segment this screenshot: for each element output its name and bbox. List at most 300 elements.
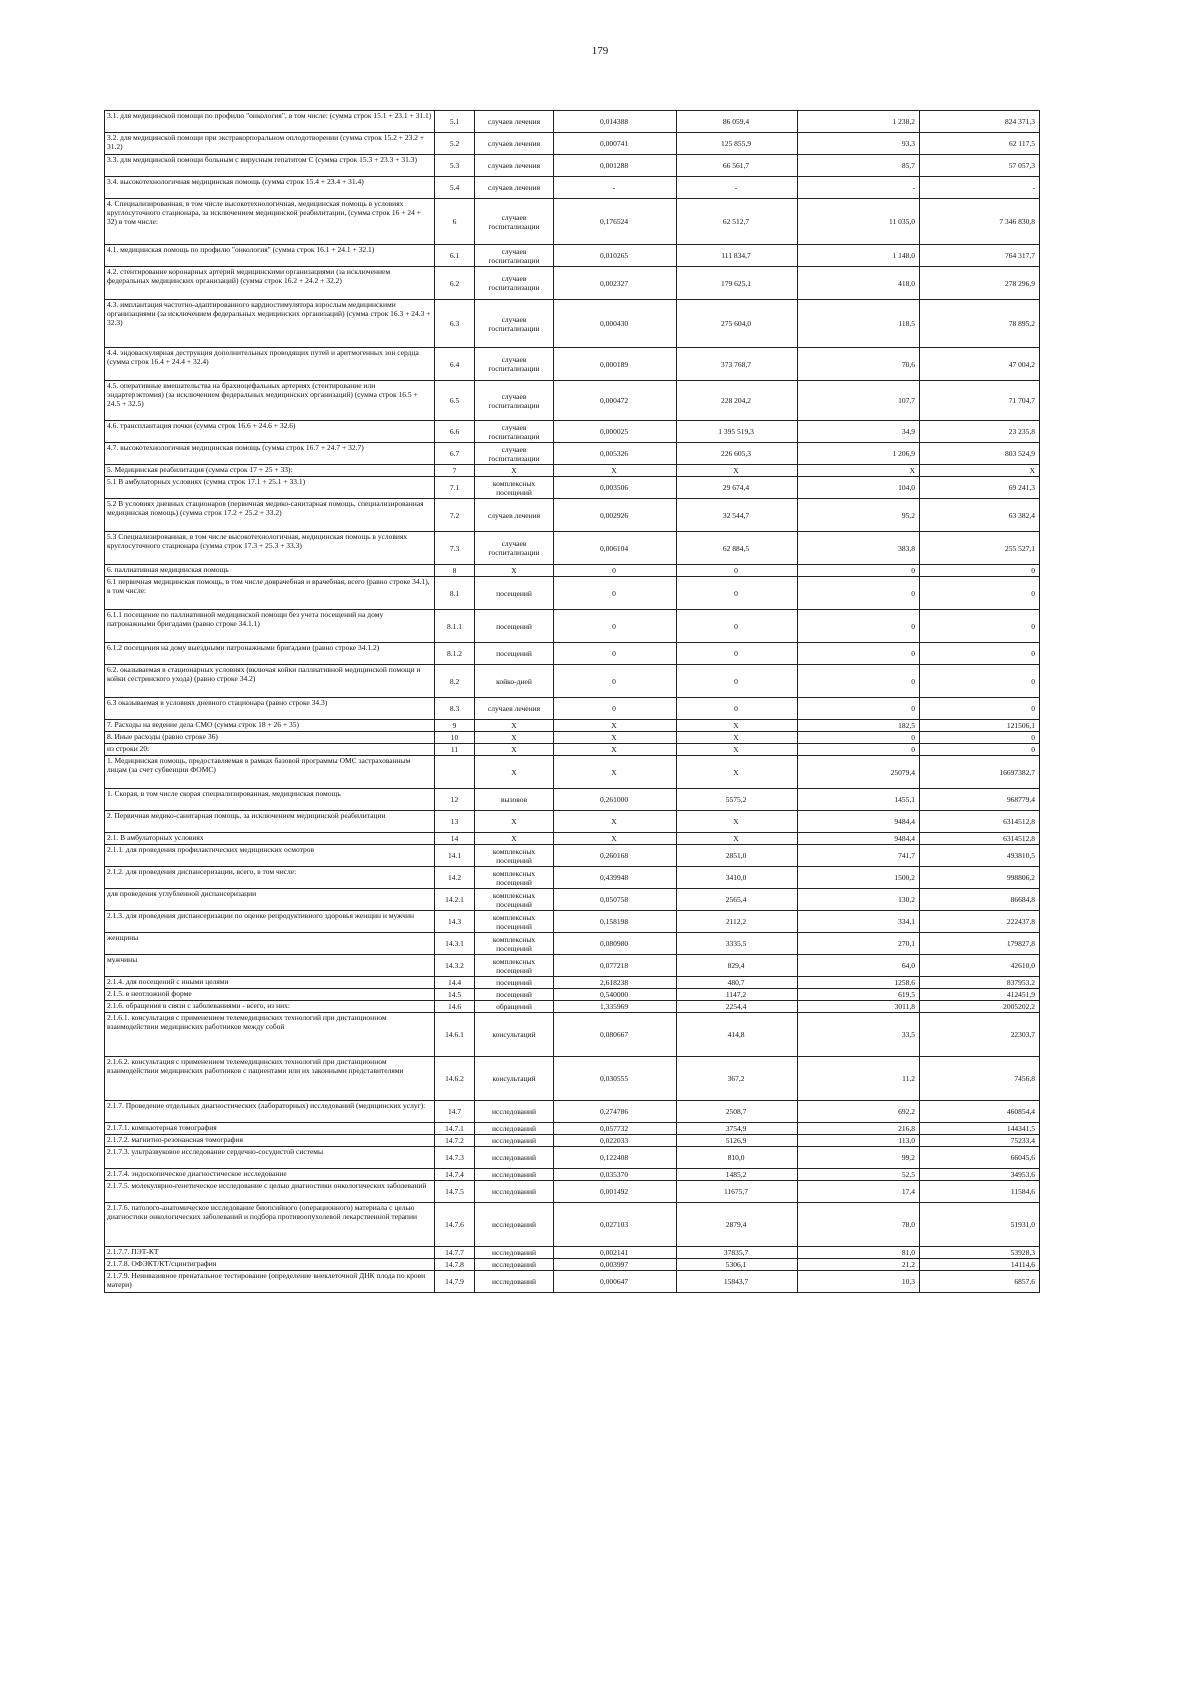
total-cell: 412451,9: [920, 989, 1040, 1001]
unit-cell: случаев госпитализации: [475, 199, 554, 245]
unit-cell: исследований: [475, 1271, 554, 1293]
unit-cell: случаев лечения: [475, 499, 554, 532]
unit-cell: случаев лечения: [475, 111, 554, 133]
row-label: 5. Медицинская реабилитация (сумма строк 17 + 25 + 33):: [105, 465, 435, 477]
table-row: [105, 199, 1040, 245]
cost-cell: 0: [677, 610, 798, 643]
row-label: 5.1 В амбулаторных условиях (сумма строк 17.1 + 25.1 + 33.1): [105, 477, 435, 499]
row-number: 14.7.6: [435, 1203, 475, 1247]
row-label: 3.1. для медицинской помощи по профилю "онкология", в том числе: (сумма строк 15.1 + 23.1 + 31.1): [105, 111, 435, 133]
total-cell: 968779,4: [920, 789, 1040, 811]
total-cell: 63 382,4: [920, 499, 1040, 532]
norm-cell: 0,122408: [554, 1147, 677, 1169]
total-cell: 23 235,8: [920, 421, 1040, 443]
cost-cell: 2851,0: [677, 845, 798, 867]
total-cell: 0: [920, 610, 1040, 643]
norm-cell: 0,003997: [554, 1259, 677, 1271]
per-capita-cell: 0: [798, 565, 920, 577]
total-cell: 51931,0: [920, 1203, 1040, 1247]
row-label: 1. Скорая, в том числе скорая специализированная, медицинская помощь: [105, 789, 435, 811]
norm-cell: 0,003506: [554, 477, 677, 499]
row-number: 14: [435, 833, 475, 845]
row-number: 10: [435, 732, 475, 744]
per-capita-cell: 95,2: [798, 499, 920, 532]
total-cell: 11584,6: [920, 1181, 1040, 1203]
table-row: [105, 421, 1040, 443]
norm-cell: 0: [554, 610, 677, 643]
unit-cell: случаев госпитализации: [475, 443, 554, 465]
table-row: [105, 955, 1040, 977]
table-row: [105, 744, 1040, 756]
row-label: из строки 20:: [105, 744, 435, 756]
cost-cell: 62 512,7: [677, 199, 798, 245]
unit-cell: исследований: [475, 1181, 554, 1203]
norm-cell: 0,261000: [554, 789, 677, 811]
cost-cell: 1 395 519,3: [677, 421, 798, 443]
row-number: 5.4: [435, 177, 475, 199]
row-number: 14.7.9: [435, 1271, 475, 1293]
cost-cell: 1485,2: [677, 1169, 798, 1181]
total-cell: 47 004,2: [920, 348, 1040, 381]
per-capita-cell: 52,5: [798, 1169, 920, 1181]
table-row: [105, 443, 1040, 465]
norm-cell: 0: [554, 665, 677, 698]
row-number: 14.4: [435, 977, 475, 989]
cost-cell: -: [677, 177, 798, 199]
norm-cell: 0,000025: [554, 421, 677, 443]
per-capita-cell: 0: [798, 643, 920, 665]
per-capita-cell: 1455,1: [798, 789, 920, 811]
unit-cell: комплексных посещений: [475, 477, 554, 499]
table-row: [105, 1013, 1040, 1057]
unit-cell: X: [475, 833, 554, 845]
cost-cell: 15843,7: [677, 1271, 798, 1293]
cost-cell: 2112,2: [677, 911, 798, 933]
norm-cell: X: [554, 811, 677, 833]
cost-cell: 179 625,1: [677, 267, 798, 300]
norm-cell: 0,014388: [554, 111, 677, 133]
per-capita-cell: 130,2: [798, 889, 920, 911]
unit-cell: посещений: [475, 610, 554, 643]
unit-cell: исследований: [475, 1147, 554, 1169]
norm-cell: 0,035370: [554, 1169, 677, 1181]
unit-cell: X: [475, 756, 554, 789]
norm-cell: 0,002926: [554, 499, 677, 532]
unit-cell: вызовов: [475, 789, 554, 811]
per-capita-cell: 25079,4: [798, 756, 920, 789]
cost-cell: 3335,5: [677, 933, 798, 955]
row-number: 14.3.1: [435, 933, 475, 955]
unit-cell: комплексных посещений: [475, 845, 554, 867]
unit-cell: исследований: [475, 1135, 554, 1147]
row-label: 3.4. высокотехнологичная медицинская помощь (сумма строк 15.4 + 23.4 + 31.4): [105, 177, 435, 199]
total-cell: 0: [920, 744, 1040, 756]
row-number: 6.2: [435, 267, 475, 300]
norm-cell: 0: [554, 577, 677, 610]
unit-cell: консультаций: [475, 1057, 554, 1101]
row-label: 4. Специализированная, в том числе высокотехнологичная, медицинская помощь в условиях круглосуточного стационара, за исключением медицинской реабилитации, (сумма строк 16 + 24 + 32) в том числе:: [105, 199, 435, 245]
unit-cell: случаев лечения: [475, 698, 554, 720]
total-cell: 278 296,9: [920, 267, 1040, 300]
row-number: 14.7.3: [435, 1147, 475, 1169]
row-number: 6: [435, 199, 475, 245]
total-cell: 144341,5: [920, 1123, 1040, 1135]
per-capita-cell: 1 206,9: [798, 443, 920, 465]
total-cell: X: [920, 465, 1040, 477]
row-label: 8. Иные расходы (равно строке 36): [105, 732, 435, 744]
row-number: 14.7.2: [435, 1135, 475, 1147]
per-capita-cell: X: [798, 465, 920, 477]
row-number: [435, 756, 475, 789]
row-label: 2. Первичная медико-санитарная помощь, за исключением медицинской реабилитации: [105, 811, 435, 833]
unit-cell: комплексных посещений: [475, 911, 554, 933]
unit-cell: исследований: [475, 1101, 554, 1123]
table-row: [105, 833, 1040, 845]
unit-cell: посещений: [475, 643, 554, 665]
total-cell: 62 117,5: [920, 133, 1040, 155]
per-capita-cell: -: [798, 177, 920, 199]
row-label: 4.2. стентирование коронарных артерий медицинскими организациями (за исключением федеральных медицинских организаций) (сумма строк 16.2 + 24.2 + 32.2): [105, 267, 435, 300]
row-label: 2.1.7.3. ультразвуковое исследование сердечно-сосудистой системы: [105, 1147, 435, 1169]
table-row: [105, 1169, 1040, 1181]
row-number: 5.2: [435, 133, 475, 155]
row-label: 2.1.7.2. магнитно-резонансная томография: [105, 1135, 435, 1147]
table-row: [105, 889, 1040, 911]
row-label: 4.7. высокотехнологичная медицинская помощь (сумма строк 16.7 + 24.7 + 32.7): [105, 443, 435, 465]
table-row: [105, 643, 1040, 665]
total-cell: 57 057,3: [920, 155, 1040, 177]
per-capita-cell: 0: [798, 732, 920, 744]
per-capita-cell: 113,0: [798, 1135, 920, 1147]
unit-cell: посещений: [475, 577, 554, 610]
row-number: 14.7.7: [435, 1247, 475, 1259]
total-cell: 71 704,7: [920, 381, 1040, 421]
unit-cell: X: [475, 720, 554, 732]
total-cell: 75233,4: [920, 1135, 1040, 1147]
norm-cell: 0,176524: [554, 199, 677, 245]
table-row: [105, 300, 1040, 348]
per-capita-cell: 99,2: [798, 1147, 920, 1169]
norm-cell: 0,057732: [554, 1123, 677, 1135]
table-row: [105, 1123, 1040, 1135]
cost-cell: 2879,4: [677, 1203, 798, 1247]
per-capita-cell: 1 238,2: [798, 111, 920, 133]
per-capita-cell: 85,7: [798, 155, 920, 177]
unit-cell: обращений: [475, 1001, 554, 1013]
total-cell: 16697382,7: [920, 756, 1040, 789]
total-cell: 764 317,7: [920, 245, 1040, 267]
total-cell: 179827,8: [920, 933, 1040, 955]
table-row: [105, 499, 1040, 532]
cost-cell: 2508,7: [677, 1101, 798, 1123]
cost-cell: 1147,2: [677, 989, 798, 1001]
row-number: 6.4: [435, 348, 475, 381]
cost-cell: 5575,2: [677, 789, 798, 811]
per-capita-cell: 383,8: [798, 532, 920, 565]
total-cell: 824 371,3: [920, 111, 1040, 133]
row-number: 7.1: [435, 477, 475, 499]
unit-cell: случаев госпитализации: [475, 267, 554, 300]
per-capita-cell: 70,6: [798, 348, 920, 381]
per-capita-cell: 1500,2: [798, 867, 920, 889]
row-label: 6.2. оказываемая в стационарных условиях (включая койки паллиативной медицинской помощи и койки сестринского ухода) (равно строке 34.2): [105, 665, 435, 698]
table-row: [105, 111, 1040, 133]
table-row: [105, 698, 1040, 720]
per-capita-cell: 21,2: [798, 1259, 920, 1271]
cost-cell: 3410,0: [677, 867, 798, 889]
row-number: 8.3: [435, 698, 475, 720]
row-number: 14.2: [435, 867, 475, 889]
row-number: 6.6: [435, 421, 475, 443]
per-capita-cell: 78,0: [798, 1203, 920, 1247]
row-label: для проведения углубленной диспансеризации: [105, 889, 435, 911]
unit-cell: X: [475, 732, 554, 744]
total-cell: 0: [920, 698, 1040, 720]
unit-cell: X: [475, 465, 554, 477]
total-cell: 34953,6: [920, 1169, 1040, 1181]
total-cell: 493810,5: [920, 845, 1040, 867]
per-capita-cell: 0: [798, 665, 920, 698]
cost-cell: 32 544,7: [677, 499, 798, 532]
row-number: 14.3: [435, 911, 475, 933]
row-number: 14.3.2: [435, 955, 475, 977]
cost-cell: 0: [677, 643, 798, 665]
table-row: [105, 732, 1040, 744]
cost-cell: 480,7: [677, 977, 798, 989]
norm-cell: X: [554, 732, 677, 744]
per-capita-cell: 104,0: [798, 477, 920, 499]
cost-cell: 5126,9: [677, 1135, 798, 1147]
table-row: [105, 1271, 1040, 1293]
cost-cell: 111 834,7: [677, 245, 798, 267]
per-capita-cell: 11 035,0: [798, 199, 920, 245]
cost-cell: 367,2: [677, 1057, 798, 1101]
total-cell: 803 524,9: [920, 443, 1040, 465]
row-number: 8.1: [435, 577, 475, 610]
cost-cell: 2254,4: [677, 1001, 798, 1013]
table-row: [105, 565, 1040, 577]
cost-cell: X: [677, 756, 798, 789]
row-label: 2.1.7. Проведение отдельных диагностических (лабораторных) исследований (медицинских услуг):: [105, 1101, 435, 1123]
norm-cell: X: [554, 756, 677, 789]
per-capita-cell: 216,8: [798, 1123, 920, 1135]
unit-cell: исследований: [475, 1247, 554, 1259]
cost-cell: 373 768,7: [677, 348, 798, 381]
per-capita-cell: 1258,6: [798, 977, 920, 989]
row-number: 5.3: [435, 155, 475, 177]
norm-cell: 0,002327: [554, 267, 677, 300]
cost-cell: X: [677, 465, 798, 477]
table-row: [105, 911, 1040, 933]
row-number: 7.2: [435, 499, 475, 532]
row-label: 6. паллиативная медицинская помощь: [105, 565, 435, 577]
unit-cell: случаев госпитализации: [475, 421, 554, 443]
total-cell: 69 241,3: [920, 477, 1040, 499]
row-label: 4.1. медицинская помощь по профилю "онкология" (сумма строк 16.1 + 24.1 + 32.1): [105, 245, 435, 267]
cost-cell: X: [677, 744, 798, 756]
norm-cell: 0: [554, 698, 677, 720]
unit-cell: случаев госпитализации: [475, 300, 554, 348]
unit-cell: случаев лечения: [475, 133, 554, 155]
table-row: [105, 245, 1040, 267]
row-label: 3.3. для медицинской помощи больным с вирусным гепатитом С (сумма строк 15.3 + 23.3 + 31.3): [105, 155, 435, 177]
per-capita-cell: 64,0: [798, 955, 920, 977]
row-number: 5.1: [435, 111, 475, 133]
per-capita-cell: 11,2: [798, 1057, 920, 1101]
per-capita-cell: 107,7: [798, 381, 920, 421]
row-label: 2.1.3. для проведения диспансеризации по оценке репродуктивного здоровья женщин и мужчин: [105, 911, 435, 933]
row-label: 4.5. оперативные вмешательства на брахиоцефальных артериях (стентирование или эндартерэктомия) (за исключением федеральных медицинских организаций) (сумма строк 16.5 + 24.5 + 32.5): [105, 381, 435, 421]
norm-cell: 0,005326: [554, 443, 677, 465]
row-label: 5.3 Специализированная, в том числе высокотехнологичная, медицинская помощь в условиях круглосуточного стационара (сумма строк 17.3 + 25.3 + 33.3): [105, 532, 435, 565]
row-number: 6.3: [435, 300, 475, 348]
row-label: 6.1 первичная медицинская помощь, в том числе доврачебная и врачебная, всего (равно строке 34.1), в том числе:: [105, 577, 435, 610]
total-cell: 460854,4: [920, 1101, 1040, 1123]
norm-cell: 2,618238: [554, 977, 677, 989]
row-number: 14.6.1: [435, 1013, 475, 1057]
per-capita-cell: 33,5: [798, 1013, 920, 1057]
norm-cell: 0,001492: [554, 1181, 677, 1203]
row-label: 6.1.2 посещения на дому выездными патронажными бригадами (равно строке 34.1.2): [105, 643, 435, 665]
cost-cell: 62 884,5: [677, 532, 798, 565]
unit-cell: комплексных посещений: [475, 933, 554, 955]
norm-cell: 0,000430: [554, 300, 677, 348]
unit-cell: X: [475, 744, 554, 756]
per-capita-cell: 10,3: [798, 1271, 920, 1293]
total-cell: 7 346 830,8: [920, 199, 1040, 245]
table-row: [105, 477, 1040, 499]
cost-cell: 5306,1: [677, 1259, 798, 1271]
per-capita-cell: 118,5: [798, 300, 920, 348]
row-label: 2.1.6.2. консультация с применением телемедицинских технологий при дистанционном взаимодействии медицинских работников с пациентами или их законными представителями: [105, 1057, 435, 1101]
norm-cell: 0,080980: [554, 933, 677, 955]
table-row: [105, 811, 1040, 833]
row-label: 2.1.6. обращения в связи с заболеваниями - всего, из них:: [105, 1001, 435, 1013]
cost-cell: 66 561,7: [677, 155, 798, 177]
table-row: [105, 1203, 1040, 1247]
row-label: 1. Медицинская помощь, предоставляемая в рамках базовой программы ОМС застрахованным лицам (за счет субвенции ФОМС): [105, 756, 435, 789]
per-capita-cell: 418,0: [798, 267, 920, 300]
norm-cell: X: [554, 720, 677, 732]
row-number: 14.1: [435, 845, 475, 867]
row-number: 8.1.2: [435, 643, 475, 665]
total-cell: 6857,6: [920, 1271, 1040, 1293]
row-label: женщины: [105, 933, 435, 955]
total-cell: 121506,1: [920, 720, 1040, 732]
cost-cell: 37835,7: [677, 1247, 798, 1259]
unit-cell: исследований: [475, 1169, 554, 1181]
table-row: [105, 532, 1040, 565]
cost-cell: X: [677, 811, 798, 833]
unit-cell: случаев госпитализации: [475, 532, 554, 565]
norm-cell: 1,335969: [554, 1001, 677, 1013]
table-row: [105, 1057, 1040, 1101]
row-label: 2.1.7.4. эндоскопическое диагностическое исследование: [105, 1169, 435, 1181]
per-capita-cell: 9484,4: [798, 811, 920, 833]
total-cell: 14114,6: [920, 1259, 1040, 1271]
total-cell: 0: [920, 565, 1040, 577]
row-number: 7: [435, 465, 475, 477]
per-capita-cell: 0: [798, 577, 920, 610]
row-number: 7.3: [435, 532, 475, 565]
unit-cell: случаев госпитализации: [475, 381, 554, 421]
cost-cell: 414,8: [677, 1013, 798, 1057]
table-row: [105, 989, 1040, 1001]
table-row: [105, 1147, 1040, 1169]
total-cell: 998806,2: [920, 867, 1040, 889]
cost-cell: 2565,4: [677, 889, 798, 911]
norm-cell: 0,274786: [554, 1101, 677, 1123]
total-cell: 0: [920, 643, 1040, 665]
table-row: [105, 1247, 1040, 1259]
total-cell: 53928,3: [920, 1247, 1040, 1259]
table-row: [105, 381, 1040, 421]
norm-cell: X: [554, 833, 677, 845]
per-capita-cell: 93,3: [798, 133, 920, 155]
row-label: 5.2 В условиях дневных стационаров (первичная медико-санитарная помощь, специализированная медицинская помощь) (сумма строк 17.2 + 25.2 + 33.2): [105, 499, 435, 532]
total-cell: 0: [920, 577, 1040, 610]
table-row: [105, 610, 1040, 643]
unit-cell: посещений: [475, 989, 554, 1001]
row-label: 4.4. эндоваскулярная деструкция дополнительных проводящих путей и аритмогенных зон сердца (сумма строк 16.4 + 24.4 + 32.4): [105, 348, 435, 381]
table-row: [105, 867, 1040, 889]
norm-cell: 0,001288: [554, 155, 677, 177]
total-cell: 222437,8: [920, 911, 1040, 933]
cost-cell: X: [677, 833, 798, 845]
row-label: 2.1.2. для проведения диспансеризации, всего, в том числе:: [105, 867, 435, 889]
per-capita-cell: 0: [798, 610, 920, 643]
table-row: [105, 845, 1040, 867]
row-label: 2.1.7.6. патолого-анатомическое исследование биопсийного (операционного) материала с целью диагностики онкологических заболеваний и подбора противоопухолевой лекарственной терапии: [105, 1203, 435, 1247]
table-row: [105, 155, 1040, 177]
cost-cell: 29 674,4: [677, 477, 798, 499]
norm-cell: 0,006104: [554, 532, 677, 565]
total-cell: 7456,8: [920, 1057, 1040, 1101]
per-capita-cell: 741,7: [798, 845, 920, 867]
unit-cell: случаев госпитализации: [475, 245, 554, 267]
norm-cell: 0,260168: [554, 845, 677, 867]
row-number: 14.2.1: [435, 889, 475, 911]
norm-cell: 0,000647: [554, 1271, 677, 1293]
norm-cell: 0,027103: [554, 1203, 677, 1247]
norm-cell: 0,010265: [554, 245, 677, 267]
total-cell: 6314512,8: [920, 833, 1040, 845]
page-number: 179: [591, 45, 609, 57]
row-label: 2.1.5. в неотложной форме: [105, 989, 435, 1001]
table-row: [105, 720, 1040, 732]
row-label: 2.1.7.5. молекулярно-генетическое исследование с целью диагностики онкологических заболеваний: [105, 1181, 435, 1203]
row-label: 2.1.7.8. ОФЭКТ/КТ/сцинтиграфия: [105, 1259, 435, 1271]
table-row: [105, 977, 1040, 989]
table-row: [105, 789, 1040, 811]
unit-cell: исследований: [475, 1259, 554, 1271]
table-row: [105, 933, 1040, 955]
per-capita-cell: 34,9: [798, 421, 920, 443]
row-label: 3.2. для медицинской помощи при экстракорпоральном оплодотворении (сумма строк 15.2 + 23.2 + 31.2): [105, 133, 435, 155]
row-number: 14.7.4: [435, 1169, 475, 1181]
total-cell: -: [920, 177, 1040, 199]
norm-cell: 0,080667: [554, 1013, 677, 1057]
per-capita-cell: 17,4: [798, 1181, 920, 1203]
row-number: 14.5: [435, 989, 475, 1001]
row-number: 14.6: [435, 1001, 475, 1013]
per-capita-cell: 9484,4: [798, 833, 920, 845]
unit-cell: исследований: [475, 1203, 554, 1247]
per-capita-cell: 182,5: [798, 720, 920, 732]
row-number: 9: [435, 720, 475, 732]
row-number: 13: [435, 811, 475, 833]
row-label: 6.3 оказываемая в условиях дневного стационара (равно строке 34.3): [105, 698, 435, 720]
